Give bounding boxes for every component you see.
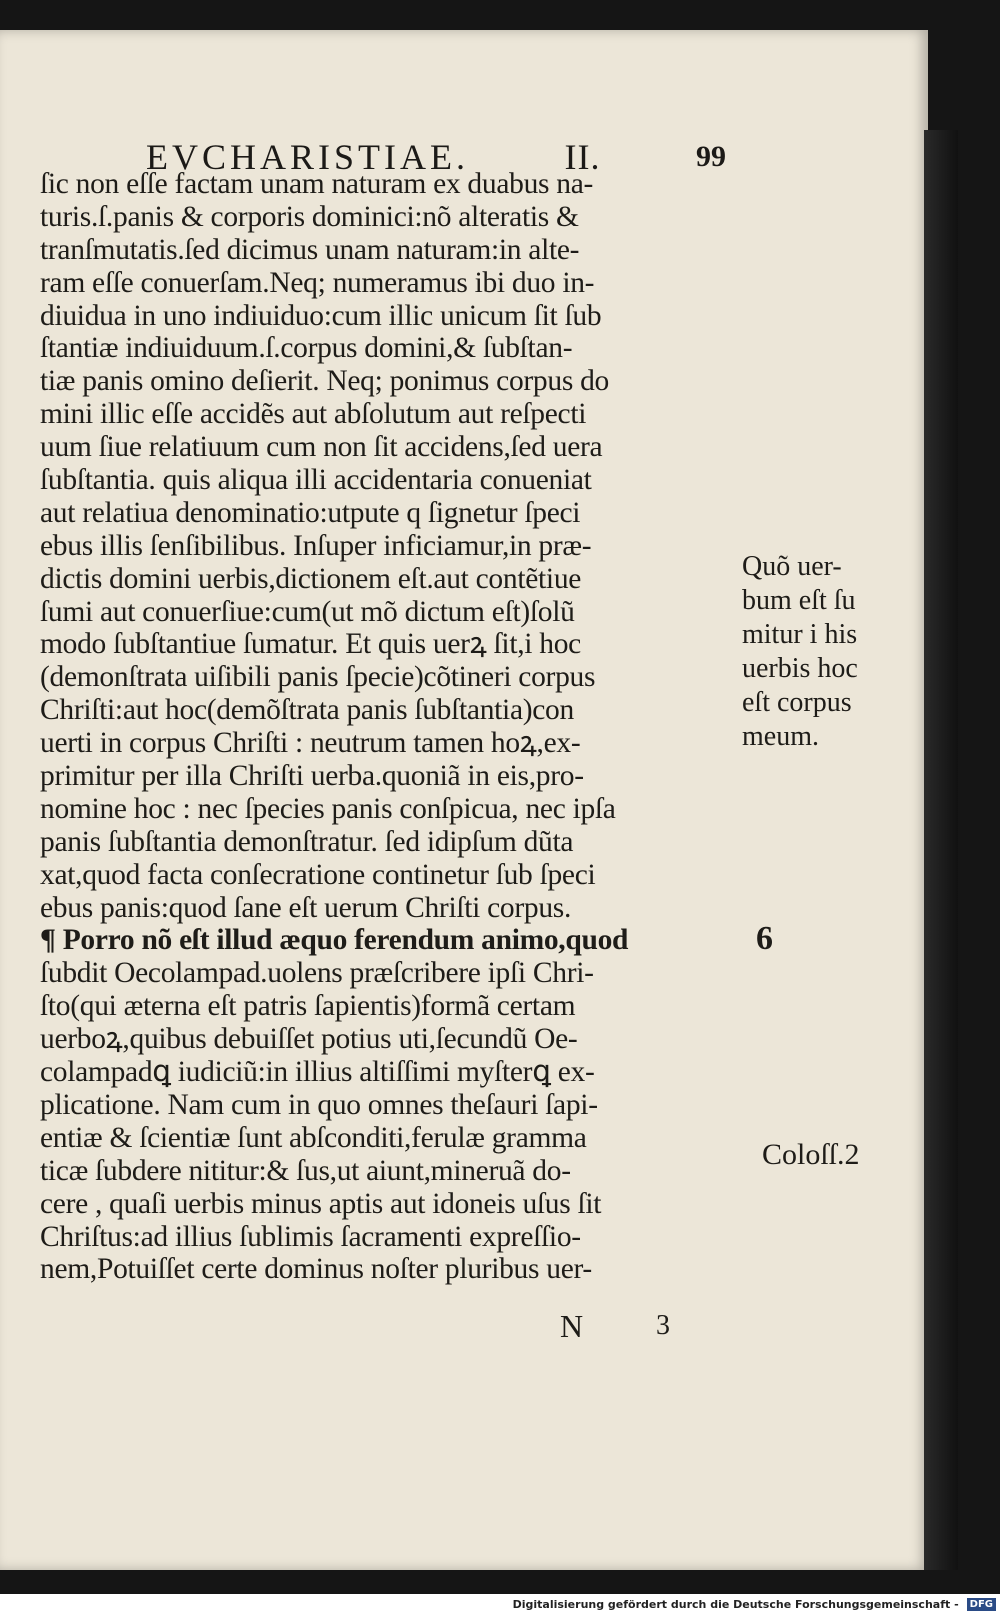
- margin-note-line: Quõ uer-: [742, 551, 842, 582]
- text-line: Chriſtus:ad illius ſublimis ſacramenti expreſſio-: [40, 1220, 581, 1253]
- text-line: plicatione. Nam cum in quo omnes theſauri ſapi-: [40, 1088, 598, 1121]
- text-line: modo ſubſtantiue ſumatur. Et quis uerꝝ ſit,i hoc: [40, 628, 581, 661]
- footer-bar: [0, 1594, 1000, 1615]
- margin-note-number: 6: [756, 920, 773, 957]
- text-line: (demonſtrata uiſibili panis ſpecie)cõtineri corpus: [40, 661, 596, 694]
- text-line: ſubdit Oecolampad.uolens præſcribere ipſi Chri-: [40, 957, 594, 990]
- running-head-title: EVCHARISTIAE.: [146, 137, 469, 177]
- text-line: tranſmutatis.ſed dicimus unam naturam:in alte-: [40, 233, 580, 266]
- text-line: ram eſſe conuerſam.Neq; numeramus ibi duo in-: [40, 266, 595, 299]
- text-line: cere , quaſi uerbis minus aptis aut idoneis uſus ſit: [40, 1187, 602, 1220]
- text-line: tiæ panis omino deſierit. Neq; ponimus corpus do: [40, 365, 609, 398]
- text-line: panis ſubſtantia demonſtratur. ſed idipſum dũta: [40, 825, 574, 858]
- text-line: uerboꝝ,quibus debuiſſet potius uti,ſecundũ Oe-: [40, 1023, 578, 1056]
- text-line: ebus panis:quod ſane eſt uerum Chriſti corpus.: [40, 891, 572, 924]
- text-line: primitur per illa Chriſti uerba.quoniã in eis,pro-: [40, 760, 584, 793]
- signature-letter: N: [560, 1308, 584, 1344]
- text-line: ebus illis ſenſibilibus. Inſuper inficiamur,in præ-: [40, 529, 592, 562]
- margin-note-line: mitur i his: [742, 619, 858, 650]
- text-line: mini illic eſſe accidẽs aut abſolutum aut reſpecti: [40, 398, 587, 431]
- text-line: uum ſiue relatiuum cum non ſit accidens,ſed uera: [40, 431, 603, 464]
- text-line: ticæ ſubdere nititur:& ſus,ut aiunt,mineruã do-: [40, 1154, 571, 1187]
- folio-number: 99: [696, 140, 726, 173]
- text-line: turis.ſ.panis & corporis dominici:nõ alteratis &: [40, 200, 579, 233]
- text-line: Chriſti:aut hoc(demõſtrata panis ſubſtantia)con: [40, 694, 574, 727]
- text-line: colampadꝗ iudiciũ:in illius altiſſimi myſterꝗ ex-: [40, 1056, 595, 1089]
- margin-note-line: meum.: [742, 721, 819, 752]
- text-line: dictis domini uerbis,dictionem eſt.aut contẽtiue: [40, 562, 582, 595]
- running-head-book-number: II.: [564, 137, 601, 177]
- margin-note-line: uerbis hoc: [742, 653, 858, 684]
- text-line: ſtantiæ indiuiduum.ſ.corpus domini,& ſubſtan-: [40, 332, 573, 365]
- text-line: xat,quod facta conſecratione continetur ſub ſpeci: [40, 858, 596, 891]
- text-line: entiæ & ſcientiæ ſunt abſconditi,ferulæ gramma: [40, 1121, 587, 1154]
- signature-number: 3: [656, 1310, 670, 1341]
- text-line: nomine hoc : nec ſpecies panis conſpicua, nec ipſa: [40, 792, 616, 825]
- text-line: diuidua in uno indiuiduo:cum illic unicum ſit ſub: [40, 299, 602, 332]
- footer-credit: Digitalisierung gefördert durch die Deutsche Forschungsgemeinschaft -: [512, 1598, 959, 1611]
- body-text: [40, 168, 720, 1286]
- text-line: nem,Potuiſſet certe dominus noſter pluribus uer-: [40, 1253, 592, 1286]
- text-line: ſubſtantia. quis aliqua illi accidentaria conueniat: [40, 464, 592, 497]
- margin-note-line: eſt corpus: [742, 687, 852, 718]
- text-line: ſic non eſſe factam unam naturam ex duabus na-: [40, 168, 594, 200]
- text-line: ſumi aut conuerſiue:cum(ut mõ dictum eſt)ſolũ: [40, 595, 575, 628]
- margin-note-reference: Coloſſ.2: [762, 1138, 860, 1171]
- dfg-logo: DFG: [967, 1598, 996, 1611]
- text-line: ſto(qui æterna eſt patris ſapientis)formã certam: [40, 990, 576, 1023]
- paragraph-start-line: ¶ Porro nõ eſt illud æquo ferendum animo,quod: [40, 924, 629, 957]
- text-line: uerti in corpus Chriſti : neutrum tamen hoꝝ,ex-: [40, 727, 581, 760]
- margin-note-line: bum eſt ſu: [742, 585, 856, 616]
- margin-note-verbum: [742, 550, 892, 754]
- text-line: aut relatiua denominatio:utpute q ſignetur ſpeci: [40, 496, 581, 529]
